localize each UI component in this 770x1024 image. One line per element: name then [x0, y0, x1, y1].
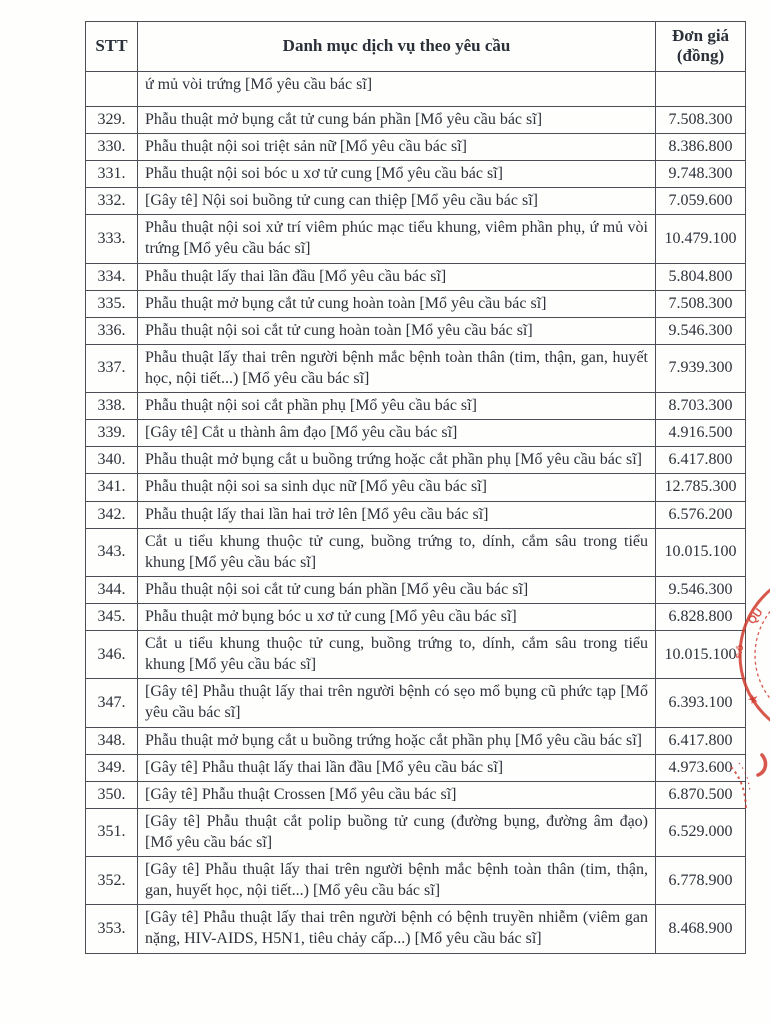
table-row: [86, 808, 746, 856]
row-price: 7.508.300: [656, 290, 746, 317]
row-price: 4.916.500: [656, 420, 746, 447]
table-row: [86, 290, 746, 317]
row-price: 8.703.300: [656, 393, 746, 420]
row-service: ứ mủ vòi trứng [Mổ yêu cầu bác sĩ]: [138, 71, 656, 106]
row-price: 6.576.200: [656, 501, 746, 528]
row-stt: 351.: [86, 808, 138, 856]
row-service: Phẫu thuật nội soi bóc u xơ tử cung [Mổ yêu cầu bác sĩ]: [138, 161, 656, 188]
table-row: [86, 528, 746, 576]
row-stt: 344.: [86, 576, 138, 603]
row-stt: 334.: [86, 263, 138, 290]
row-service: Phẫu thuật nội soi cắt phần phụ [Mổ yêu cầu bác sĩ]: [138, 393, 656, 420]
table-row: [86, 317, 746, 344]
table-row: [86, 754, 746, 781]
row-stt: 350.: [86, 781, 138, 808]
row-service: Cắt u tiểu khung thuộc tử cung, buồng trứng to, dính, cắm sâu trong tiểu khung [Mổ yêu cầu bác sĩ]: [138, 631, 656, 679]
row-stt: 345.: [86, 603, 138, 630]
table-row: [86, 447, 746, 474]
row-stt: 338.: [86, 393, 138, 420]
row-stt: 349.: [86, 754, 138, 781]
table-row: [86, 344, 746, 392]
row-price: 6.778.900: [656, 857, 746, 905]
row-stt: 336.: [86, 317, 138, 344]
row-stt: 329.: [86, 106, 138, 133]
row-service: Phẫu thuật mở bụng cắt tử cung bán phần [Mổ yêu cầu bác sĩ]: [138, 106, 656, 133]
row-service: [Gây tê] Phẫu thuật lấy thai trên người bệnh mắc bệnh toàn thân (tim, thận, gan, huyết học, nội tiết...) [Mổ yêu cầu bác sĩ]: [138, 857, 656, 905]
row-price: 8.386.800: [656, 134, 746, 161]
table-row: [86, 134, 746, 161]
table-row: [86, 161, 746, 188]
row-price: 7.508.300: [656, 106, 746, 133]
table-row-continuation: [86, 71, 746, 106]
stamp-star-icon: ★: [745, 689, 762, 708]
row-service: [Gây tê] Cắt u thành âm đạo [Mổ yêu cầu bác sĩ]: [138, 420, 656, 447]
table-row: [86, 263, 746, 290]
row-service: Phẫu thuật lấy thai trên người bệnh mắc bệnh toàn thân (tim, thận, gan, huyết học, nội tiết...) [Mổ yêu cầu bác sĩ]: [138, 344, 656, 392]
row-price: 7.059.600: [656, 188, 746, 215]
table-row: [86, 781, 746, 808]
table-row: [86, 857, 746, 905]
table-row: [86, 188, 746, 215]
row-service: [Gây tê] Phẫu thuật lấy thai trên người bệnh có sẹo mổ bụng cũ phức tạp [Mổ yêu cầu bác sĩ]: [138, 679, 656, 727]
row-service: Phẫu thuật nội soi xử trí viêm phúc mạc tiểu khung, viêm phần phụ, ứ mủ vòi trứng [Mổ yêu cầu bác sĩ]: [138, 215, 656, 263]
row-price: 4.973.600: [656, 754, 746, 781]
row-service: [Gây tê] Phẫu thuật lấy thai trên người bệnh có bệnh truyền nhiễm (viêm gan nặng, HIV-AIDS, H5N1, tiêu chảy cấp...) [Mổ yêu cầu bác sĩ]: [138, 905, 656, 953]
row-stt: 332.: [86, 188, 138, 215]
table-row: [86, 474, 746, 501]
row-service: Phẫu thuật nội soi sa sinh dục nữ [Mổ yêu cầu bác sĩ]: [138, 474, 656, 501]
table-row: [86, 727, 746, 754]
row-service: [Gây tê] Phẫu thuật Crossen [Mổ yêu cầu bác sĩ]: [138, 781, 656, 808]
row-price: 7.939.300: [656, 344, 746, 392]
price-header-line1: Đơn giá: [671, 26, 730, 45]
row-stt: [86, 71, 138, 106]
row-price: 9.748.300: [656, 161, 746, 188]
row-service: Phẫu thuật lấy thai lần hai trở lên [Mổ yêu cầu bác sĩ]: [138, 501, 656, 528]
row-service: Phẫu thuật mở bụng cắt u buồng trứng hoặc cắt phần phụ [Mổ yêu cầu bác sĩ]: [138, 447, 656, 474]
col-header-stt: STT: [86, 22, 138, 72]
table-row: [86, 393, 746, 420]
row-service: Phẫu thuật lấy thai lần đầu [Mổ yêu cầu bác sĩ]: [138, 263, 656, 290]
stamp-letters-arc: QU: [745, 606, 766, 627]
row-stt: 337.: [86, 344, 138, 392]
row-stt: 347.: [86, 679, 138, 727]
row-service: Phẫu thuật mở bụng cắt tử cung hoàn toàn [Mổ yêu cầu bác sĩ]: [138, 290, 656, 317]
price-header-line2: (đồng): [676, 46, 725, 66]
row-service: [Gây tê] Phẫu thuật cắt polip buồng tử cung (đường bụng, đường âm đạo) [Mổ yêu cầu bác sĩ]: [138, 808, 656, 856]
row-price: 8.468.900: [656, 905, 746, 953]
row-price: 9.546.300: [656, 576, 746, 603]
col-header-service: Danh mục dịch vụ theo yêu cầu: [138, 22, 656, 72]
row-service: Phẫu thuật mở bụng cắt u buồng trứng hoặc cắt phần phụ [Mổ yêu cầu bác sĩ]: [138, 727, 656, 754]
table-row: [86, 905, 746, 953]
table-row: [86, 215, 746, 263]
table-row: [86, 631, 746, 679]
row-service: [Gây tê] Nội soi buồng tử cung can thiệp [Mổ yêu cầu bác sĩ]: [138, 188, 656, 215]
row-price: 10.479.100: [656, 215, 746, 263]
row-service: Cắt u tiểu khung thuộc tử cung, buồng trứng to, dính, cắm sâu trong tiểu khung [Mổ yêu cầu bác sĩ]: [138, 528, 656, 576]
row-price: 10.015.100: [656, 528, 746, 576]
row-stt: 340.: [86, 447, 138, 474]
table-row: [86, 603, 746, 630]
row-price: 5.804.800: [656, 263, 746, 290]
row-stt: 333.: [86, 215, 138, 263]
row-stt: 335.: [86, 290, 138, 317]
row-stt: 353.: [86, 905, 138, 953]
row-price: 6.529.000: [656, 808, 746, 856]
row-price: 6.393.100: [656, 679, 746, 727]
table-row: [86, 106, 746, 133]
row-stt: 346.: [86, 631, 138, 679]
table-header-row: [86, 22, 746, 72]
row-price: [656, 71, 746, 106]
row-price: 6.417.800: [656, 727, 746, 754]
col-header-price: [656, 22, 746, 72]
row-stt: 343.: [86, 528, 138, 576]
stamp-letters-small: S.Ô: [734, 644, 746, 660]
service-price-table: [85, 21, 746, 954]
row-stt: 339.: [86, 420, 138, 447]
row-stt: 342.: [86, 501, 138, 528]
row-stt: 330.: [86, 134, 138, 161]
table-row: [86, 501, 746, 528]
row-stt: 331.: [86, 161, 138, 188]
row-stt: 352.: [86, 857, 138, 905]
row-service: Phẫu thuật mở bụng bóc u xơ tử cung [Mổ yêu cầu bác sĩ]: [138, 603, 656, 630]
row-service: Phẫu thuật nội soi cắt tử cung bán phần [Mổ yêu cầu bác sĩ]: [138, 576, 656, 603]
row-price: 10.015.100: [656, 631, 746, 679]
row-stt: 341.: [86, 474, 138, 501]
table-row: [86, 420, 746, 447]
row-service: Phẫu thuật nội soi cắt tử cung hoàn toàn [Mổ yêu cầu bác sĩ]: [138, 317, 656, 344]
table-body: [86, 71, 746, 953]
row-price: 6.417.800: [656, 447, 746, 474]
row-price: 6.870.500: [656, 781, 746, 808]
row-service: [Gây tê] Phẫu thuật lấy thai lần đầu [Mổ yêu cầu bác sĩ]: [138, 754, 656, 781]
row-price: 6.828.800: [656, 603, 746, 630]
table-row: [86, 679, 746, 727]
row-service: Phẫu thuật nội soi triệt sản nữ [Mổ yêu cầu bác sĩ]: [138, 134, 656, 161]
row-stt: 348.: [86, 727, 138, 754]
table-row: [86, 576, 746, 603]
row-price: 9.546.300: [656, 317, 746, 344]
row-price: 12.785.300: [656, 474, 746, 501]
